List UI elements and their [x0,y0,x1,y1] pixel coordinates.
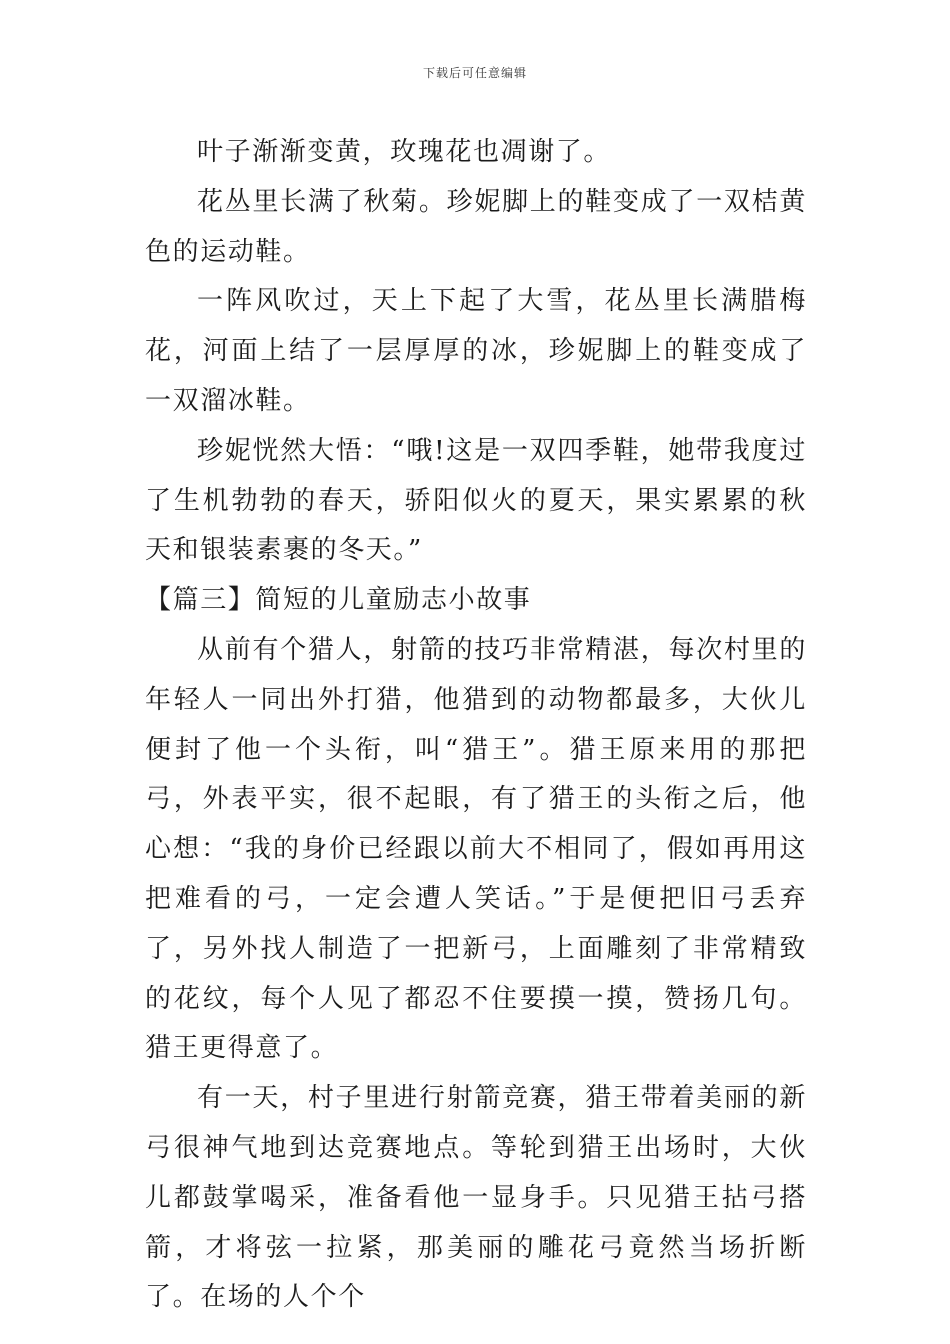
paragraph: 珍妮恍然大悟：“哦!这是一双四季鞋，她带我度过了生机勃勃的春天，骄阳似火的夏天，果实累累的秋天和银装素裹的冬天。” [145,435,807,566]
paragraph: 从前有个猎人，射箭的技巧非常精湛，每次村里的年轻人一同出外打猎，他猎到的动物都最多，大伙儿便封了他一个头衔，叫“猎王”。猎王原来用的那把弓，外表平实，很不起眼，有了猎王的头衔之后，他心想：“我的身价已经跟以前大不相同了，假如再用这把难看的弓，一定会遭人笑话。”于是便把旧弓丢弃了，另外找人制造了一把新弓，上面雕刻了非常精致的花纹，每个人见了都忍不住要摸一摸，赞扬几句。猎王更得意了。 [145,634,807,1064]
paragraph: 叶子渐渐变黄，玫瑰花也凋谢了。 [197,137,612,167]
paragraph: 有一天，村子里进行射箭竞赛，猎王带着美丽的新弓很神气地到达竞赛地点。等轮到猎王出场时，大伙儿都鼓掌喝采，准备看他一显身手。只见猎王拈弓搭箭，才将弦一拉紧，那美丽的雕花弓竟然当场折断了。在场的人个个 [145,1083,807,1313]
section-heading: 【篇三】简短的儿童励志小故事 [145,585,532,616]
paragraph: 一阵风吹过，天上下起了大雪，花丛里长满腊梅花，河面上结了一层厚厚的冰，珍妮脚上的鞋变成了一双溜冰鞋。 [145,286,807,416]
header-note: 下载后可任意编辑 [422,66,527,80]
paragraph: 花丛里长满了秋菊。珍妮脚上的鞋变成了一双桔黄色的运动鞋。 [145,186,807,267]
body-text [145,128,807,1323]
